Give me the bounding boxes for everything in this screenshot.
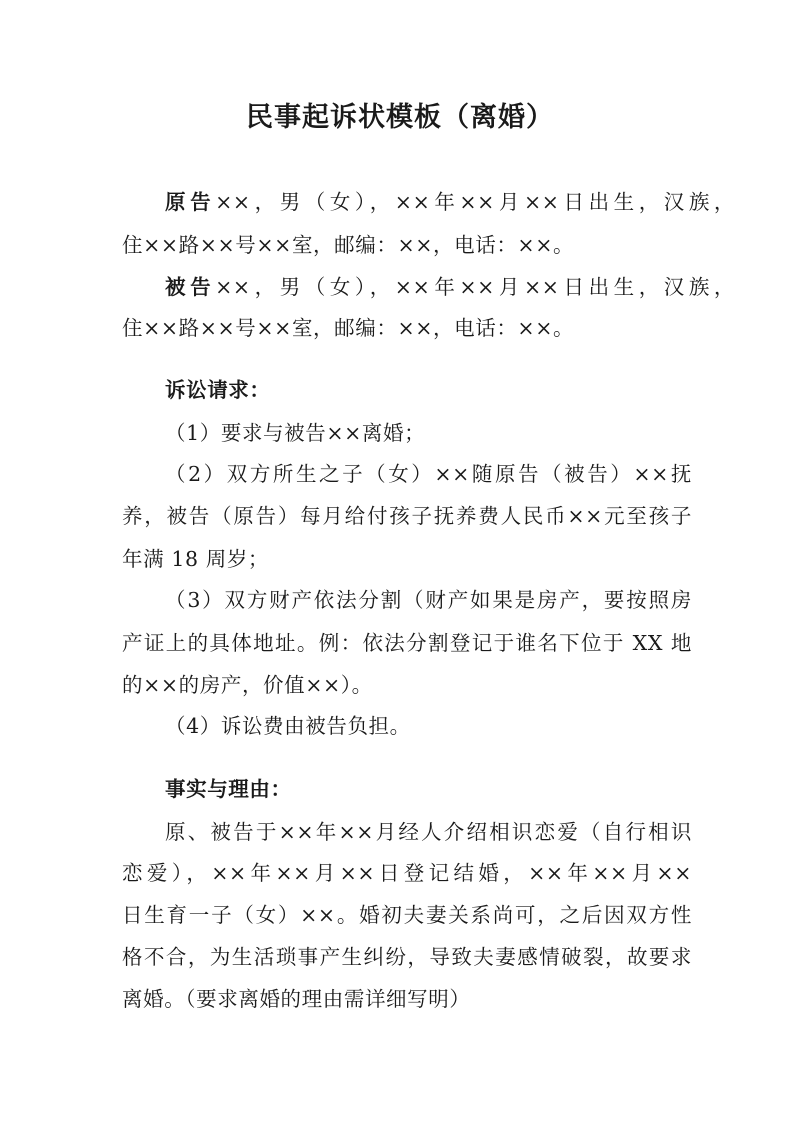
claim-item-3-line-1: （3）双方财产依法分割（财产如果是房产，要按照房 [165,588,692,612]
claims-heading: 诉讼请求： [165,378,271,402]
claim-item-2-line-3: 年满 18 周岁； [122,547,270,571]
defendant-label: 被告 [165,275,216,299]
plaintiff-info: ××，男（女），××年××月××日出生，汉族， [215,190,735,214]
facts-line-1: 原、被告于××年××月经人介绍相识恋爱（自行相识 [165,820,692,844]
claim-item-2-line-2: 养，被告（原告）每月给付孩子抚养费人民币××元至孩子 [122,504,692,528]
defendant-info: ××，男（女），××年××月××日出生，汉族， [215,275,735,299]
facts-line-5: 离婚。（要求离婚的理由需详细写明） [122,987,471,1011]
defendant-line-1 [165,272,735,302]
claim-item-4: （4）诉讼费由被告负担。 [165,714,411,738]
document-title: 民事起诉状模板（离婚） [246,102,554,133]
claim-item-3-line-2: 产证上的具体地址。例：依法分割登记于谁名下位于 XX 地 [122,631,692,655]
facts-line-2: 恋爱），××年××月××日登记结婚，××年××月×× [122,861,692,885]
plaintiff-line-1 [165,187,735,217]
plaintiff-address: 住××路××号××室，邮编：××，电话：××。 [122,233,575,257]
claim-item-2-line-1: （2）双方所生之子（女）××随原告（被告）××抚 [165,462,692,486]
plaintiff-label: 原告 [165,190,216,214]
facts-line-4: 格不合，为生活琐事产生纠纷，导致夫妻感情破裂，故要求 [122,945,692,969]
facts-heading: 事实与理由： [165,777,292,801]
defendant-address: 住××路××号××室，邮编：××，电话：××。 [122,316,575,340]
claim-item-1: （1）要求与被告××离婚； [165,421,426,445]
facts-line-3: 日生育一子（女）××。婚初夫妻关系尚可，之后因双方性 [122,903,692,927]
claim-item-3-line-3: 的××的房产，价值××）。 [122,673,373,697]
